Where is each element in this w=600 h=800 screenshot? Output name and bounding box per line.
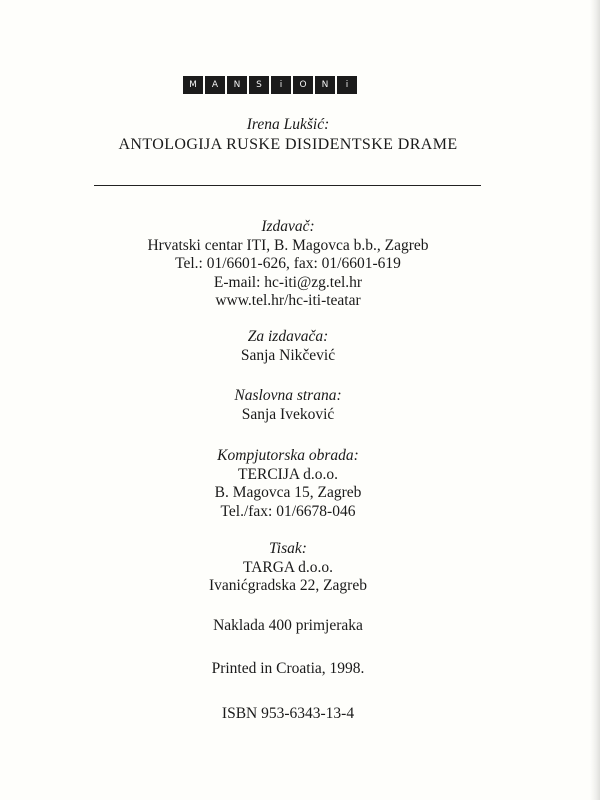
layout-company: TERCIJA d.o.o. [238,465,338,483]
cover-section [0,387,576,424]
series-logo-letter: i [271,76,291,94]
book-title: ANTOLOGIJA RUSKE DISIDENTSKE DRAME [118,136,458,153]
publisher-phone: Tel.: 01/6601-626, fax: 01/6601-619 [175,255,401,272]
for-publisher-label: Za izdavača: [247,328,329,345]
printed-in: Printed in Croatia, 1998. [211,660,365,677]
publisher-website: www.tel.hr/hc-iti-teatar [215,292,361,309]
series-logo [183,76,357,94]
series-logo-letter: M [183,76,203,94]
series-logo-letter: A [205,76,225,94]
for-publisher-section [0,328,576,365]
divider-rule [94,185,481,186]
print-company: TARGA d.o.o. [242,558,334,576]
publisher-label: Izdavač: [261,218,315,235]
page-edge-shadow [590,0,600,800]
for-publisher-name: Sanja Nikčević [240,346,336,364]
series-logo-letter: S [249,76,269,94]
title-block [0,115,576,155]
publisher-email: E-mail: hc-iti@zg.tel.hr [213,273,363,291]
print-label: Tisak: [269,540,307,557]
isbn: ISBN 953-6343-13-4 [221,705,355,722]
series-logo-letter: O [293,76,313,94]
print-section [0,540,576,596]
layout-label: Kompjutorska obrada: [217,447,359,464]
layout-address: B. Magovca 15, Zagreb [214,484,362,501]
layout-phone: Tel./fax: 01/6678-046 [220,502,356,520]
series-logo-letter: N [227,76,247,94]
series-logo-letter: i [337,76,357,94]
publisher-name: Hrvatski centar ITI, B. Magovca b.b., Zagreb [147,236,429,254]
print-address: Ivanićgradska 22, Zagreb [209,577,367,594]
publisher-section [0,218,576,311]
layout-section [0,447,576,521]
series-logo-letter: N [315,76,335,94]
cover-label: Naslovna strana: [234,387,342,404]
author-name: Irena Lukšić: [246,116,330,133]
edition-size: Naklada 400 primjeraka [213,617,363,634]
cover-artist: Sanja Iveković [241,405,335,423]
